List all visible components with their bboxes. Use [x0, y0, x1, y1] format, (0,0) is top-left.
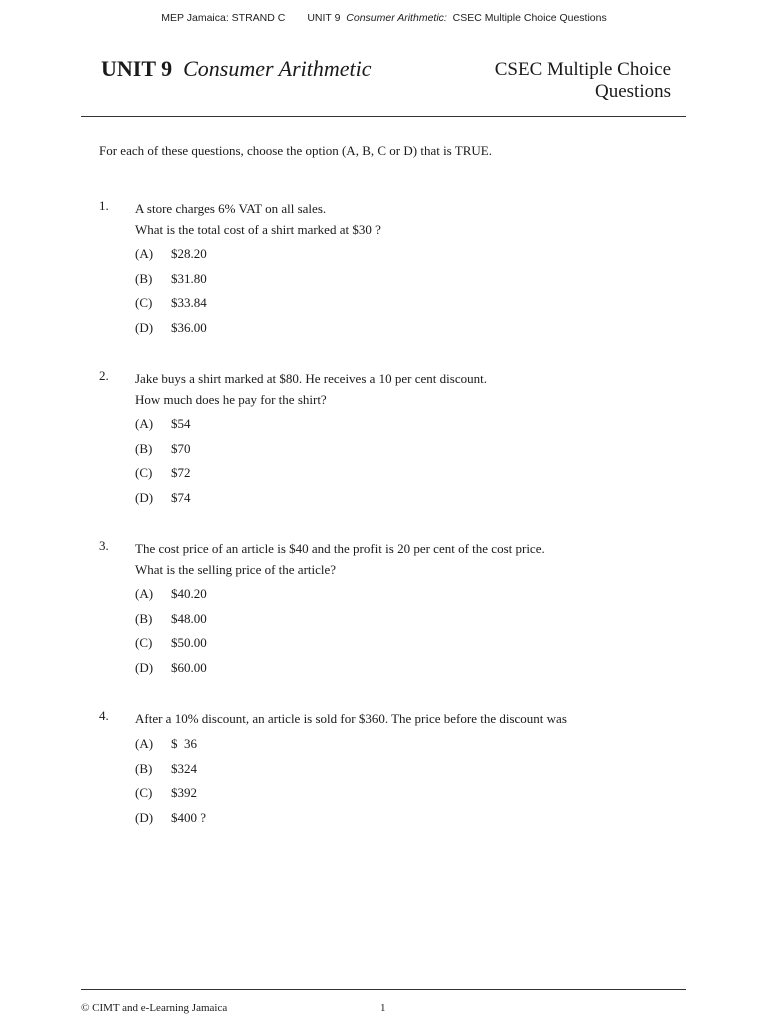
option-letter: (D): [135, 319, 154, 335]
option-letter: (B): [135, 270, 153, 286]
option-value: $31.80: [171, 270, 207, 286]
option-letter: (C): [135, 295, 153, 310]
unit-title: [101, 56, 372, 82]
option-value: $70: [171, 440, 191, 456]
question-line: The cost price of an article is $40 and the profit is 20 per cent of the cost price.: [135, 541, 545, 556]
option-value: $54: [171, 416, 191, 431]
question-line: A store charges 6% VAT on all sales.: [135, 201, 327, 216]
running-header-topic: Consumer Arithmetic:: [346, 12, 447, 24]
csec-title: [495, 59, 671, 103]
option-value: $72: [171, 465, 191, 480]
option-value: $48.00: [171, 610, 207, 626]
running-header-strand: MEP Jamaica: STRAND C: [161, 12, 286, 24]
option-value: $400 ?: [171, 809, 207, 825]
option-letter: (D): [135, 489, 154, 505]
option-letter: (D): [135, 659, 154, 675]
question-number: 4.: [99, 708, 109, 723]
question-line: How much does he pay for the shirt?: [135, 392, 327, 407]
instructions: For each of these questions, choose the option (A, B, C or D) that is TRUE.: [99, 143, 492, 158]
question-number: 3.: [99, 538, 109, 553]
question-text: [135, 368, 487, 410]
option-value: $33.84: [171, 295, 207, 310]
running-header: [0, 12, 768, 24]
unit-number: UNIT 9: [101, 56, 173, 81]
option-value: $28.20: [171, 246, 207, 261]
question-number: 1.: [99, 198, 109, 213]
option-letter: (A): [135, 586, 154, 601]
running-header-unit: UNIT 9: [307, 12, 341, 24]
option-letter: (B): [135, 440, 153, 456]
question-text: [135, 538, 545, 580]
title-block: [101, 56, 671, 116]
question-text: [135, 198, 381, 240]
option-letter: (B): [135, 760, 153, 776]
option-letter: (C): [135, 785, 153, 800]
option-value: $392: [171, 785, 197, 800]
option-value: $ 36: [171, 736, 197, 751]
footer-copyright: © CIMT and e-Learning Jamaica: [81, 1002, 228, 1014]
question-line: After a 10% discount, an article is sold for $360. The price before the discount was: [135, 711, 567, 726]
csec-title-line1: CSEC Multiple Choice: [494, 59, 671, 80]
option-value: $74: [171, 489, 191, 505]
option-letter: (D): [135, 809, 154, 825]
option-letter: (C): [135, 465, 153, 480]
option-value: $50.00: [171, 635, 207, 650]
option-value: $60.00: [171, 659, 207, 675]
question-line: What is the total cost of a shirt marked at $30 ?: [135, 222, 381, 237]
footer-divider: [81, 989, 686, 990]
option-value: $40.20: [171, 586, 207, 601]
csec-title-line2: Questions: [595, 81, 671, 102]
option-letter: (C): [135, 635, 153, 650]
option-letter: (B): [135, 610, 153, 626]
question-line: Jake buys a shirt marked at $80. He receives a 10 per cent discount.: [135, 371, 487, 386]
page-number: 1: [380, 1002, 386, 1014]
unit-topic: Consumer Arithmetic: [183, 56, 372, 81]
option-letter: (A): [135, 246, 154, 261]
option-value: $324: [171, 760, 197, 776]
running-header-section: CSEC Multiple Choice Questions: [452, 12, 607, 24]
option-letter: (A): [135, 736, 154, 751]
option-letter: (A): [135, 416, 154, 431]
question-text: [135, 708, 567, 729]
question-number: 2.: [99, 368, 109, 383]
question-line: What is the selling price of the article?: [135, 562, 337, 577]
title-divider: [81, 116, 686, 117]
option-value: $36.00: [171, 319, 207, 335]
